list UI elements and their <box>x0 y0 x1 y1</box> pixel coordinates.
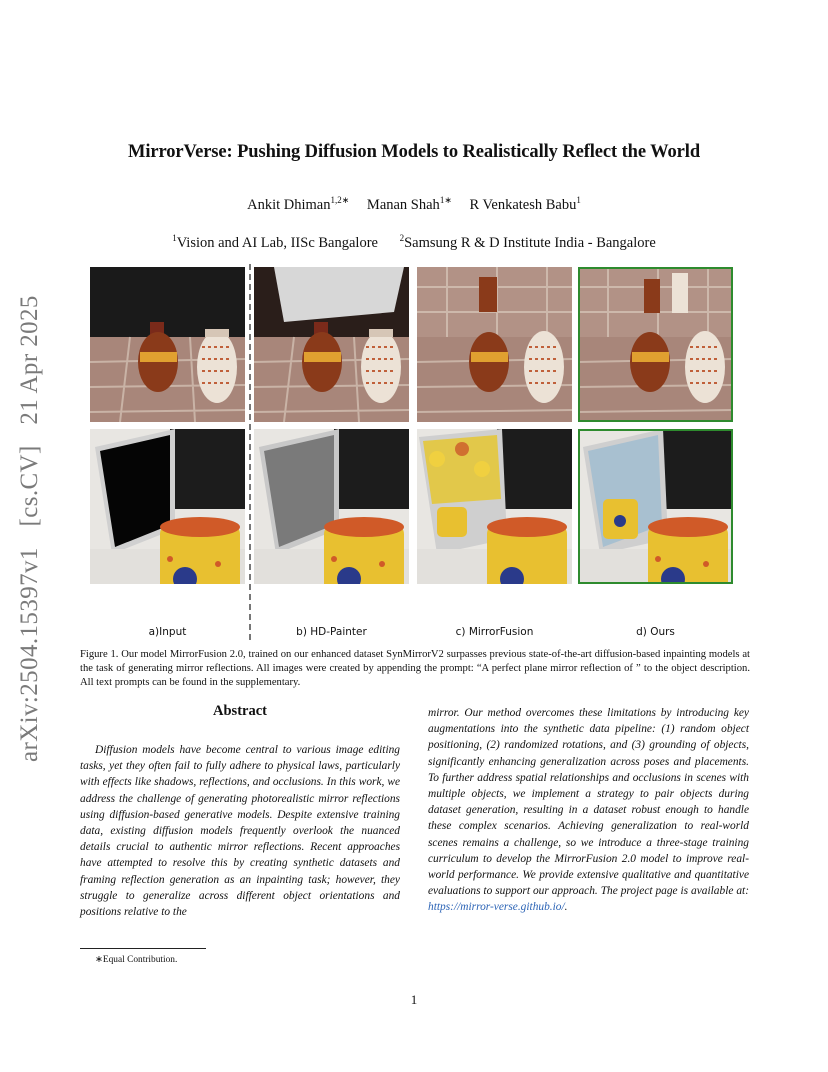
arxiv-date: 21 Apr 2025 <box>16 295 43 425</box>
abstract-right-text: mirror. Our method overcomes these limitations by introducing key augmentations into the synthetic data pipeline: (1) random object positioning, (2) randomized rotations, and (3) grounding of objects, significantly enhancing generalization across poses and placements. To further address spatial relationships and occlusions in scenes with multiple objects, we implement a strategy to pair objects during dataset generation, resulting in a dataset robust enough to handle these complex scenarios. Achieving generalization to real-world scenes remains a challenge, so we introduce a three-stage training curriculum to develop the MirrorFusion 2.0 model to improve real-world performance. We provide extensive qualitative and quantitative evaluations to support our approach. The project page is available at: <box>428 707 749 898</box>
figure-divider <box>249 264 251 640</box>
image-hdpainter-vases <box>254 267 409 422</box>
image-input-vases <box>90 267 245 422</box>
image-ours-mug <box>578 429 733 584</box>
arxiv-category: [cs.CV] <box>16 445 43 527</box>
author: Manan Shah$^{1∗}$ <box>366 195 452 213</box>
arxiv-id: arXiv:2504.15397v1 <box>16 547 43 762</box>
arxiv-sidebar <box>16 281 44 762</box>
author: Ankit Dhiman$^{1,2∗}$ <box>247 195 350 213</box>
author: R Venkatesh Babu$^1$ <box>469 195 581 213</box>
image-input-mug <box>90 429 245 584</box>
image-ours-vases <box>578 267 733 422</box>
author-list <box>0 195 828 214</box>
figure-label-input: a)Input <box>148 626 187 638</box>
abstract-right-column: mirror. Our method overcomes these limitations by introducing key augmentations into the synthetic data pipeline: (1) random object positioning, (2) randomized rotations, and (3) grounding of objects, significantly enhancing generalization across poses and placements. To further address spatial relationships and occlusions in scenes with multiple objects, we implement a strategy to pair objects during dataset generation, resulting in a dataset robust enough to handle these complex scenarios. Achieving generalization to real-world scenes remains a challenge, so we introduce a three-stage training curriculum to develop the MirrorFusion 2.0 model to improve real-world performance. We provide extensive qualitative and quantitative evaluations to support our approach. The project page is available at: https://mirror-verse.github.io/. <box>428 707 749 914</box>
image-hdpainter-mug <box>254 429 409 584</box>
project-page-link[interactable]: https://mirror-verse.github.io/ <box>428 901 565 914</box>
image-mirrorfusion-mug <box>417 429 572 584</box>
figure-1-grid <box>90 267 736 623</box>
figure-label-hdpainter: b) HD-Painter <box>296 626 367 638</box>
footnote-rule <box>80 948 206 949</box>
figure-caption: Figure 1. Our model MirrorFusion 2.0, trained on our enhanced dataset SynMirrorV2 surpasses previous state-of-the-art diffusion-based inpainting models at the task of generating mirror reflections. All images were created by appending the prompt: “A perfect plane mirror reflection of ” to the object description. All text prompts can be found in the supplementary. <box>80 649 750 688</box>
affiliation-list <box>0 233 828 252</box>
paper-title: MirrorVerse: Pushing Diffusion Models to Realistically Reflect the World <box>127 142 701 162</box>
figure-label-ours: d) Ours <box>636 626 675 638</box>
footnote: ∗Equal Contribution. <box>95 955 178 965</box>
abstract-left-column: Diffusion models have become central to various image editing tasks, yet they often fail to fully adhere to physical laws, particularly with effects like shadows, reflections, and occlusions. In this work, we address the challenge of generating photorealistic mirror reflections using diffusion-based generative models. Despite extensive training data, existing diffusion models frequently overlook the nuanced details crucial to authentic mirror reflections. Recent approaches have attempted to resolve this by creating synthetic datasets and framing reflection generation as an inpainting task; however, they struggle to generalize across different object orientations and positions relative to the <box>80 744 400 919</box>
figure-label-mirrorfusion: c) MirrorFusion <box>455 626 534 638</box>
abstract-heading: Abstract <box>213 703 267 719</box>
affiliation: $^2$Samsung R & D Institute India - Bangalore <box>399 233 656 251</box>
page-number: 1 <box>410 992 418 1007</box>
image-mirrorfusion-vases <box>417 267 572 422</box>
affiliation: $^1$Vision and AI Lab, IISc Bangalore <box>172 233 378 251</box>
